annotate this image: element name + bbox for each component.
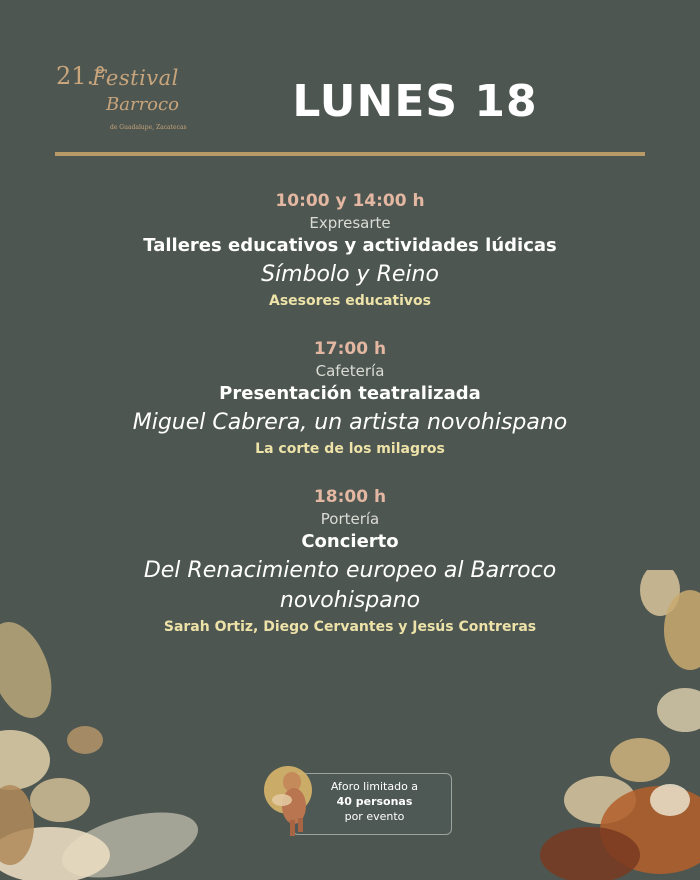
event-time: 17:00 h xyxy=(313,339,387,359)
page-title: LUNES 18 xyxy=(292,76,538,127)
capacity-notice xyxy=(262,760,447,830)
capacity-text xyxy=(302,779,447,824)
event-time: 18:00 h xyxy=(313,487,387,507)
event-title-line-1: Del Renacimiento europeo al Barroco xyxy=(143,558,557,583)
capacity-line-3: por evento xyxy=(344,810,405,823)
logo-subtitle: de Guadalupe, Zacatecas xyxy=(110,124,187,131)
logo-word-barroco: Barroco xyxy=(106,94,179,115)
capacity-line-2 xyxy=(302,794,447,809)
festival-logo xyxy=(52,58,202,138)
flower-decoration-left xyxy=(0,610,230,880)
capacity-count: 40 personas xyxy=(336,795,413,808)
event-title: Símbolo y Reino xyxy=(261,262,439,287)
event-item xyxy=(60,336,640,460)
logo-word-festival: Festival xyxy=(92,66,179,90)
event-presenter: Sarah Ortiz, Diego Cervantes y Jesús Contreras xyxy=(163,619,537,635)
event-presenter: La corte de los milagros xyxy=(255,441,445,457)
logo-number: 21.° xyxy=(56,62,107,90)
event-activity: Concierto xyxy=(301,531,399,552)
event-venue: Expresarte xyxy=(309,214,391,232)
event-venue: Cafetería xyxy=(315,362,385,380)
event-presenter: Asesores educativos xyxy=(268,293,432,309)
capacity-line-1: Aforo limitado a xyxy=(330,780,419,793)
event-time: 10:00 y 14:00 h xyxy=(275,191,425,211)
gold-divider xyxy=(55,152,645,156)
flower-decoration-right xyxy=(530,570,700,880)
event-item xyxy=(60,188,640,312)
event-venue: Portería xyxy=(320,510,380,528)
event-activity: Talleres educativos y actividades lúdicas xyxy=(143,235,557,256)
event-title-line-2: novohispano xyxy=(279,588,421,613)
event-activity: Presentación teatralizada xyxy=(219,383,481,404)
event-title: Miguel Cabrera, un artista novohispano xyxy=(132,410,568,435)
